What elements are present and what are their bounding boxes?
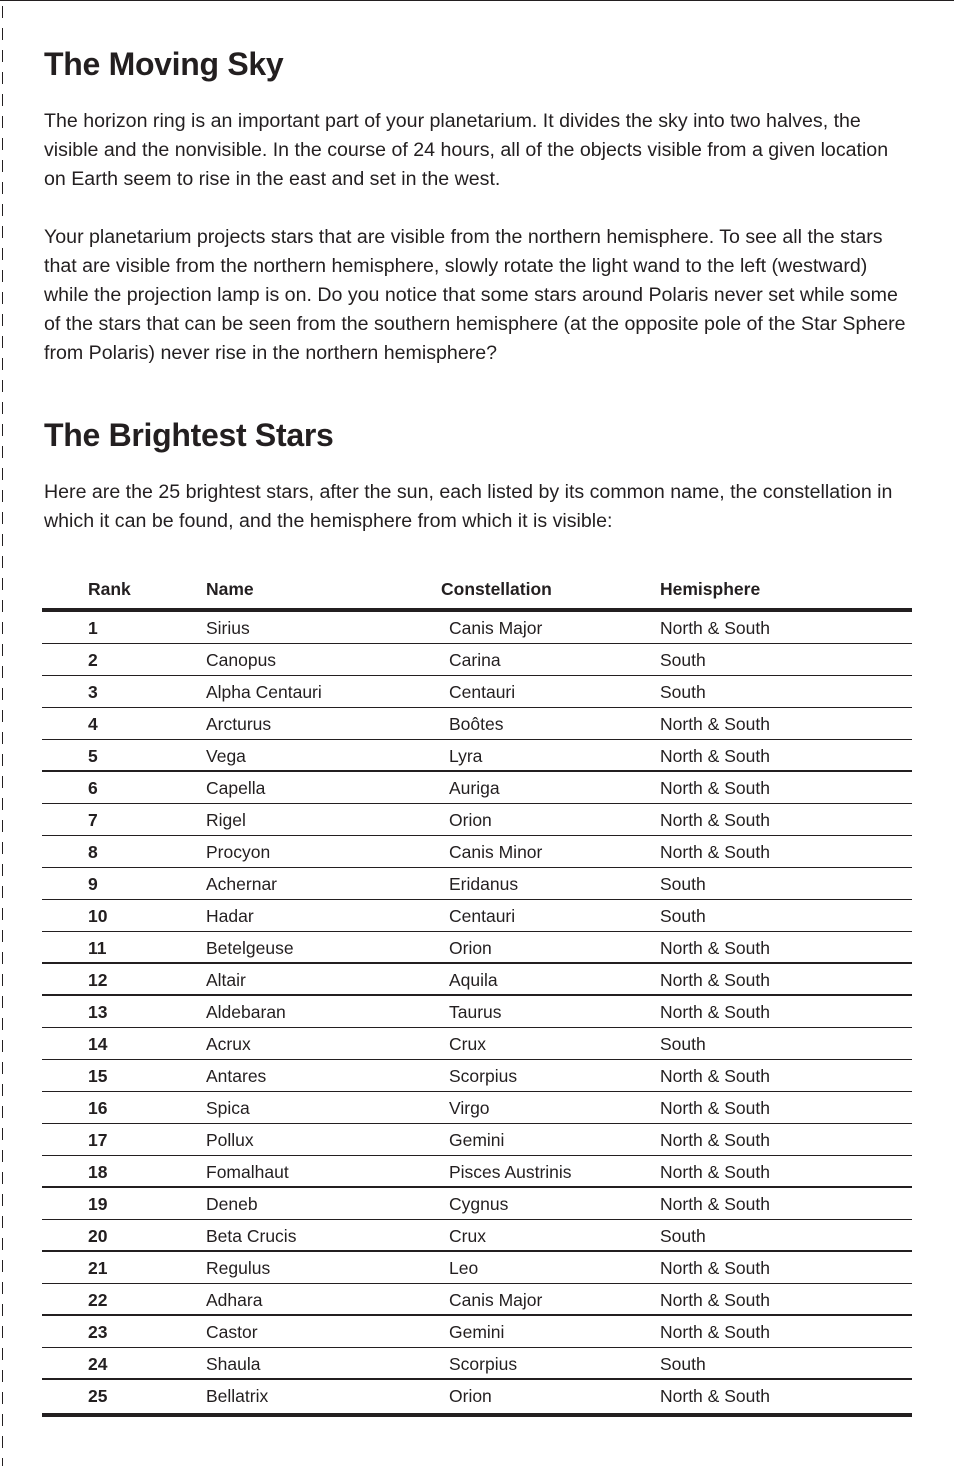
moving-sky-paragraph-1: The horizon ring is an important part of your planetarium. It divides the sky into two halves, the visible and the nonvisible. In the course of 24 hours, all of the objects visible from a given location on Earth seem to rise in the east and set in the west.: [44, 110, 889, 190]
name-cell: Aldebaran: [206, 1002, 286, 1022]
constellation-cell: Aquila: [449, 970, 498, 990]
rank-cell: 20: [88, 1226, 108, 1246]
rank-cell: 23: [88, 1322, 108, 1342]
table-row: [42, 772, 912, 804]
hemisphere-cell: South: [660, 1354, 706, 1374]
name-cell: Shaula: [206, 1354, 261, 1374]
table-row: [42, 1316, 912, 1348]
hemisphere-cell: North & South: [660, 1290, 770, 1310]
table-row: [42, 1060, 912, 1092]
table-row: [42, 1092, 912, 1124]
constellation-cell: Cygnus: [449, 1194, 509, 1214]
table-row: [42, 612, 912, 644]
name-cell: Altair: [206, 970, 246, 990]
hemisphere-cell: North & South: [660, 1322, 770, 1342]
table-row: [42, 708, 912, 740]
hemisphere-cell: North & South: [660, 938, 770, 958]
header-rank: Rank: [88, 579, 131, 599]
top-border-rule: [0, 0, 954, 1]
name-cell: Fomalhaut: [206, 1162, 289, 1182]
table-row: [42, 740, 912, 772]
name-cell: Spica: [206, 1098, 250, 1118]
hemisphere-cell: North & South: [660, 810, 770, 830]
constellation-cell: Carina: [449, 650, 501, 670]
rank-cell: 3: [88, 682, 98, 702]
hemisphere-cell: North & South: [660, 778, 770, 798]
name-cell: Sirius: [206, 618, 250, 638]
constellation-cell: Centauri: [449, 682, 516, 702]
constellation-cell: Lyra: [449, 746, 483, 766]
rank-cell: 8: [88, 842, 98, 862]
hemisphere-cell: North & South: [660, 1066, 770, 1086]
table-row: [42, 868, 912, 900]
brightest-stars-heading: The Brightest Stars: [44, 417, 334, 453]
header-name: Name: [206, 579, 254, 599]
constellation-cell: Gemini: [449, 1322, 505, 1342]
name-cell: Capella: [206, 778, 266, 798]
rank-cell: 7: [88, 810, 98, 830]
rank-cell: 22: [88, 1290, 108, 1310]
header-hemisphere: Hemisphere: [660, 579, 761, 599]
table-row: [42, 1348, 912, 1380]
hemisphere-cell: South: [660, 1226, 706, 1246]
table-body: [42, 612, 912, 1417]
hemisphere-cell: North & South: [660, 1194, 770, 1214]
constellation-cell: Boôtes: [449, 714, 504, 734]
rank-cell: 5: [88, 746, 98, 766]
table-row: [42, 1028, 912, 1060]
hemisphere-cell: North & South: [660, 618, 770, 638]
table-row: [42, 836, 912, 868]
rank-cell: 13: [88, 1002, 108, 1022]
name-cell: Rigel: [206, 810, 246, 830]
rank-cell: 16: [88, 1098, 108, 1118]
constellation-cell: Auriga: [449, 778, 500, 798]
rank-cell: 15: [88, 1066, 108, 1086]
table-row: [42, 1124, 912, 1156]
hemisphere-cell: North & South: [660, 1258, 770, 1278]
rank-cell: 6: [88, 778, 98, 798]
rank-cell: 10: [88, 906, 108, 926]
table-row: [42, 900, 912, 932]
hemisphere-cell: North & South: [660, 1130, 770, 1150]
moving-sky-heading: The Moving Sky: [44, 46, 284, 82]
constellation-cell: Scorpius: [449, 1354, 518, 1374]
constellation-cell: Canis Minor: [449, 842, 543, 862]
rank-cell: 2: [88, 650, 98, 670]
constellation-cell: Taurus: [449, 1002, 502, 1022]
constellation-cell: Orion: [449, 1386, 492, 1406]
name-cell: Castor: [206, 1322, 258, 1342]
header-constellation: Constellation: [441, 579, 552, 599]
table-row: [42, 1156, 912, 1188]
name-cell: Antares: [206, 1066, 267, 1086]
hemisphere-cell: North & South: [660, 1162, 770, 1182]
rank-cell: 11: [88, 938, 107, 958]
rank-cell: 12: [88, 970, 108, 990]
constellation-cell: Leo: [449, 1258, 479, 1278]
table-row: [42, 1252, 912, 1284]
hemisphere-cell: North & South: [660, 1002, 770, 1022]
brightest-stars-table: [42, 574, 912, 1417]
rank-cell: 25: [88, 1386, 108, 1406]
name-cell: Pollux: [206, 1130, 254, 1150]
constellation-cell: Orion: [449, 938, 492, 958]
hemisphere-cell: North & South: [660, 1386, 770, 1406]
constellation-cell: Canis Major: [449, 618, 543, 638]
constellation-cell: Crux: [449, 1034, 486, 1054]
name-cell: Deneb: [206, 1194, 258, 1214]
rank-cell: 14: [88, 1034, 108, 1054]
hemisphere-cell: North & South: [660, 746, 770, 766]
name-cell: Bellatrix: [206, 1386, 269, 1406]
name-cell: Canopus: [206, 650, 277, 670]
table-header: [42, 574, 912, 612]
name-cell: Achernar: [206, 874, 278, 894]
name-cell: Adhara: [206, 1290, 263, 1310]
hemisphere-cell: North & South: [660, 1098, 770, 1118]
hemisphere-cell: North & South: [660, 842, 770, 862]
constellation-cell: Scorpius: [449, 1066, 518, 1086]
constellation-cell: Orion: [449, 810, 492, 830]
rank-cell: 24: [88, 1354, 108, 1374]
hemisphere-cell: North & South: [660, 970, 770, 990]
table-row: [42, 1380, 912, 1417]
constellation-cell: Pisces Austrinis: [449, 1162, 572, 1182]
constellation-cell: Virgo: [449, 1098, 490, 1118]
rank-cell: 9: [88, 874, 98, 894]
rank-cell: 19: [88, 1194, 108, 1214]
hemisphere-cell: South: [660, 906, 706, 926]
table-row: [42, 1220, 912, 1252]
rank-cell: 17: [88, 1130, 108, 1150]
table-row: [42, 676, 912, 708]
constellation-cell: Eridanus: [449, 874, 519, 894]
constellation-cell: Crux: [449, 1226, 486, 1246]
hemisphere-cell: South: [660, 1034, 706, 1054]
table-row: [42, 1188, 912, 1220]
constellation-cell: Centauri: [449, 906, 516, 926]
name-cell: Alpha Centauri: [206, 682, 322, 702]
brightest-stars-intro: Here are the 25 brightest stars, after the sun, each listed by its common name, the constellation in which it can be found, and the hemisphere from which it is visible:: [44, 481, 893, 532]
table-row: [42, 804, 912, 836]
hemisphere-cell: South: [660, 650, 706, 670]
hemisphere-cell: South: [660, 874, 706, 894]
table-row: [42, 1284, 912, 1316]
name-cell: Procyon: [206, 842, 271, 862]
constellation-cell: Canis Major: [449, 1290, 543, 1310]
name-cell: Hadar: [206, 906, 254, 926]
table-row: [42, 996, 912, 1028]
hemisphere-cell: South: [660, 682, 706, 702]
table-row: [42, 932, 912, 964]
name-cell: Betelgeuse: [206, 938, 294, 958]
rank-cell: 21: [88, 1258, 108, 1278]
constellation-cell: Gemini: [449, 1130, 505, 1150]
hemisphere-cell: North & South: [660, 714, 770, 734]
name-cell: Acrux: [206, 1034, 251, 1054]
name-cell: Beta Crucis: [206, 1226, 297, 1246]
name-cell: Arcturus: [206, 714, 272, 734]
dashed-cut-line: [2, 6, 3, 1466]
rank-cell: 18: [88, 1162, 108, 1182]
name-cell: Regulus: [206, 1258, 271, 1278]
table-row: [42, 964, 912, 996]
rank-cell: 4: [88, 714, 98, 734]
moving-sky-paragraph-2: Your planetarium projects stars that are visible from the northern hemisphere. To see all the stars that are visible from the northern hemisphere, slowly rotate the light wand to the left (westward) while the projection lamp is on. Do you notice that some stars around Polaris never set while some of the stars that can be seen from the southern hemisphere (at the opposite pole of the Star Sphere from Polaris) never rise in the northern hemisphere?: [44, 226, 906, 364]
table-row: [42, 644, 912, 676]
name-cell: Vega: [206, 746, 246, 766]
rank-cell: 1: [88, 618, 98, 638]
